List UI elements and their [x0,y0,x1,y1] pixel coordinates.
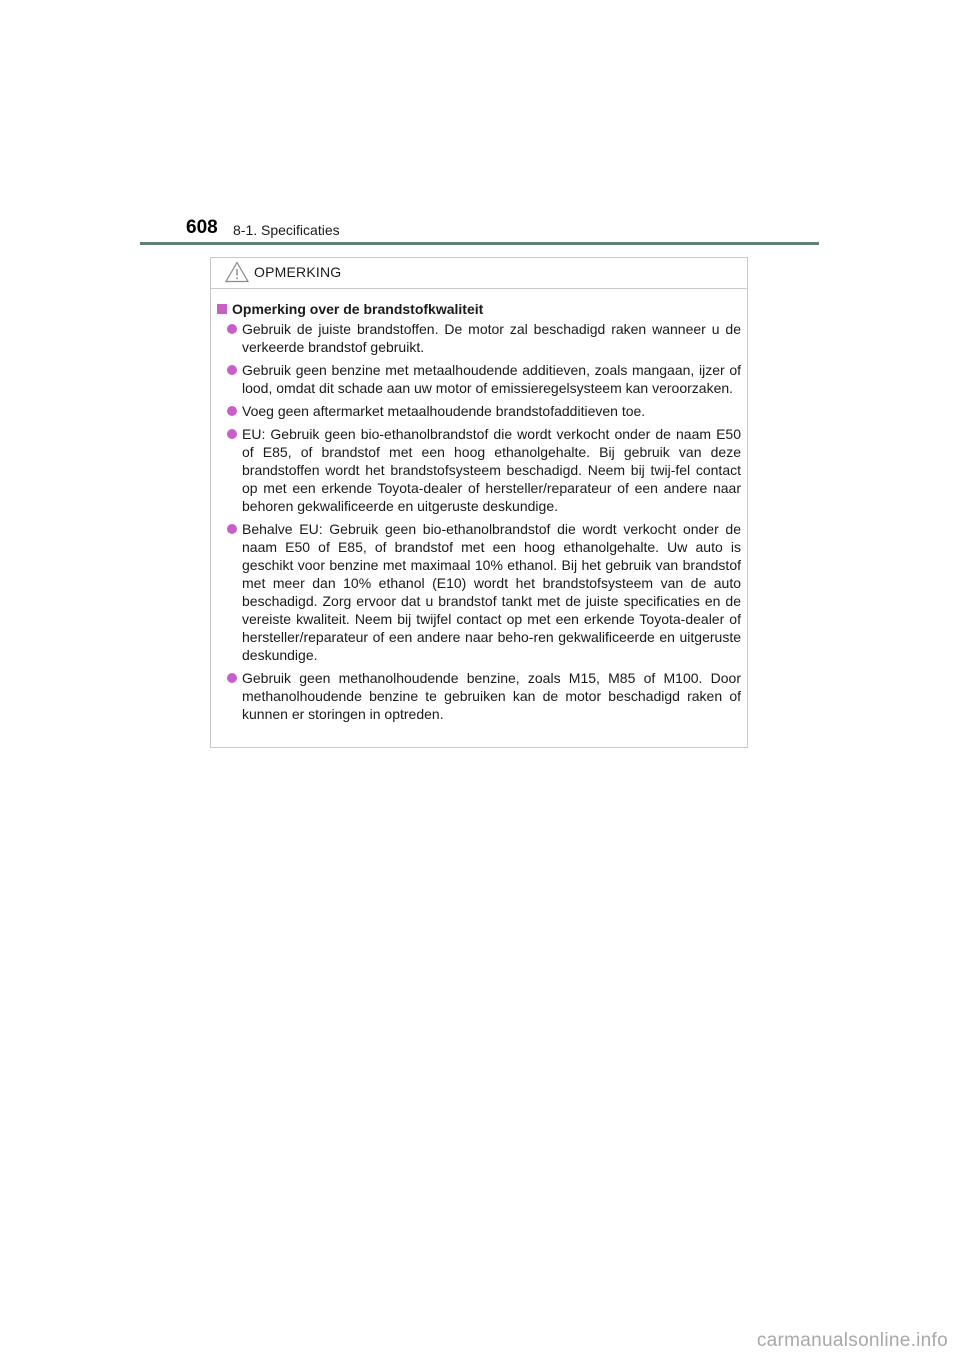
notice-box [210,257,748,748]
list-item-text: Behalve EU: Gebruik geen bio-ethanolbrandstof die wordt verkocht onder de naam E50 of E85, of brandstof met een hoog ethanolgehalte. Uw auto is geschikt voor benzine met maximaal 10% ethanol. Bij het gebruik van brandstof met meer dan 10% ethanol (E10) wordt het brandstofsysteem van de auto beschadigd. Zorg ervoor dat u brandstof tankt met de juiste specificaties en de vereiste kwaliteit. Neem bij twijfel contact op met een erkende Toyota-dealer of hersteller/reparateur of een andere naar beho-ren gekwalificeerde en uitgeruste deskundige. [242,521,741,663]
notice-header [211,258,747,289]
list-item-text: Gebruik geen benzine met metaalhoudende additieven, zoals mangaan, ijzer of lood, omdat dit schade aan uw motor of emissieregelsysteem kan veroorzaken. [242,362,741,396]
list-item-text: Voeg geen aftermarket metaalhoudende brandstofadditieven toe. [242,403,646,419]
header-rule [140,242,819,245]
list-item [217,402,741,420]
notice-subheading [217,301,741,317]
list-item [217,425,741,515]
notice-body [211,289,747,723]
notice-subheading-text: Opmerking over de brandstofkwaliteit [232,301,484,317]
list-item [217,320,741,356]
bullet-dot-icon [227,324,237,334]
list-item [217,669,741,723]
list-item-text: Gebruik de juiste brandstoffen. De motor zal beschadigd raken wanneer u de verkeerde brandstof gebruikt. [242,321,741,355]
bullet-list [217,320,741,723]
bullet-dot-icon [227,365,237,375]
bullet-dot-icon [227,429,237,439]
notice-title: OPMERKING [254,264,342,280]
list-item [217,520,741,664]
section-title: 8-1. Specificaties [233,222,340,238]
list-item [217,361,741,397]
square-bullet-icon [217,304,227,314]
footer-watermark[interactable]: carmanualsonline.info [756,1330,948,1351]
page-number: 608 [186,217,218,238]
bullet-dot-icon [227,406,237,416]
warning-icon [225,261,249,283]
list-item-text: EU: Gebruik geen bio-ethanolbrandstof die wordt verkocht onder de naam E50 of E85, of brandstof met een hoog ethanolgehalte. Bij gebruik van deze brandstoffen wordt het brandstofsysteem beschadigd. Neem bij twij-fel contact op met een erkende Toyota-dealer of hersteller/reparateur of een andere naar behoren gekwalificeerde en uitgeruste deskundige. [242,426,741,514]
bullet-dot-icon [227,524,237,534]
list-item-text: Gebruik geen methanolhoudende benzine, zoals M15, M85 of M100. Door methanolhoudende benzine te gebruiken kan de motor beschadigd raken of kunnen er storingen in optreden. [242,670,741,722]
bullet-dot-icon [227,673,237,683]
